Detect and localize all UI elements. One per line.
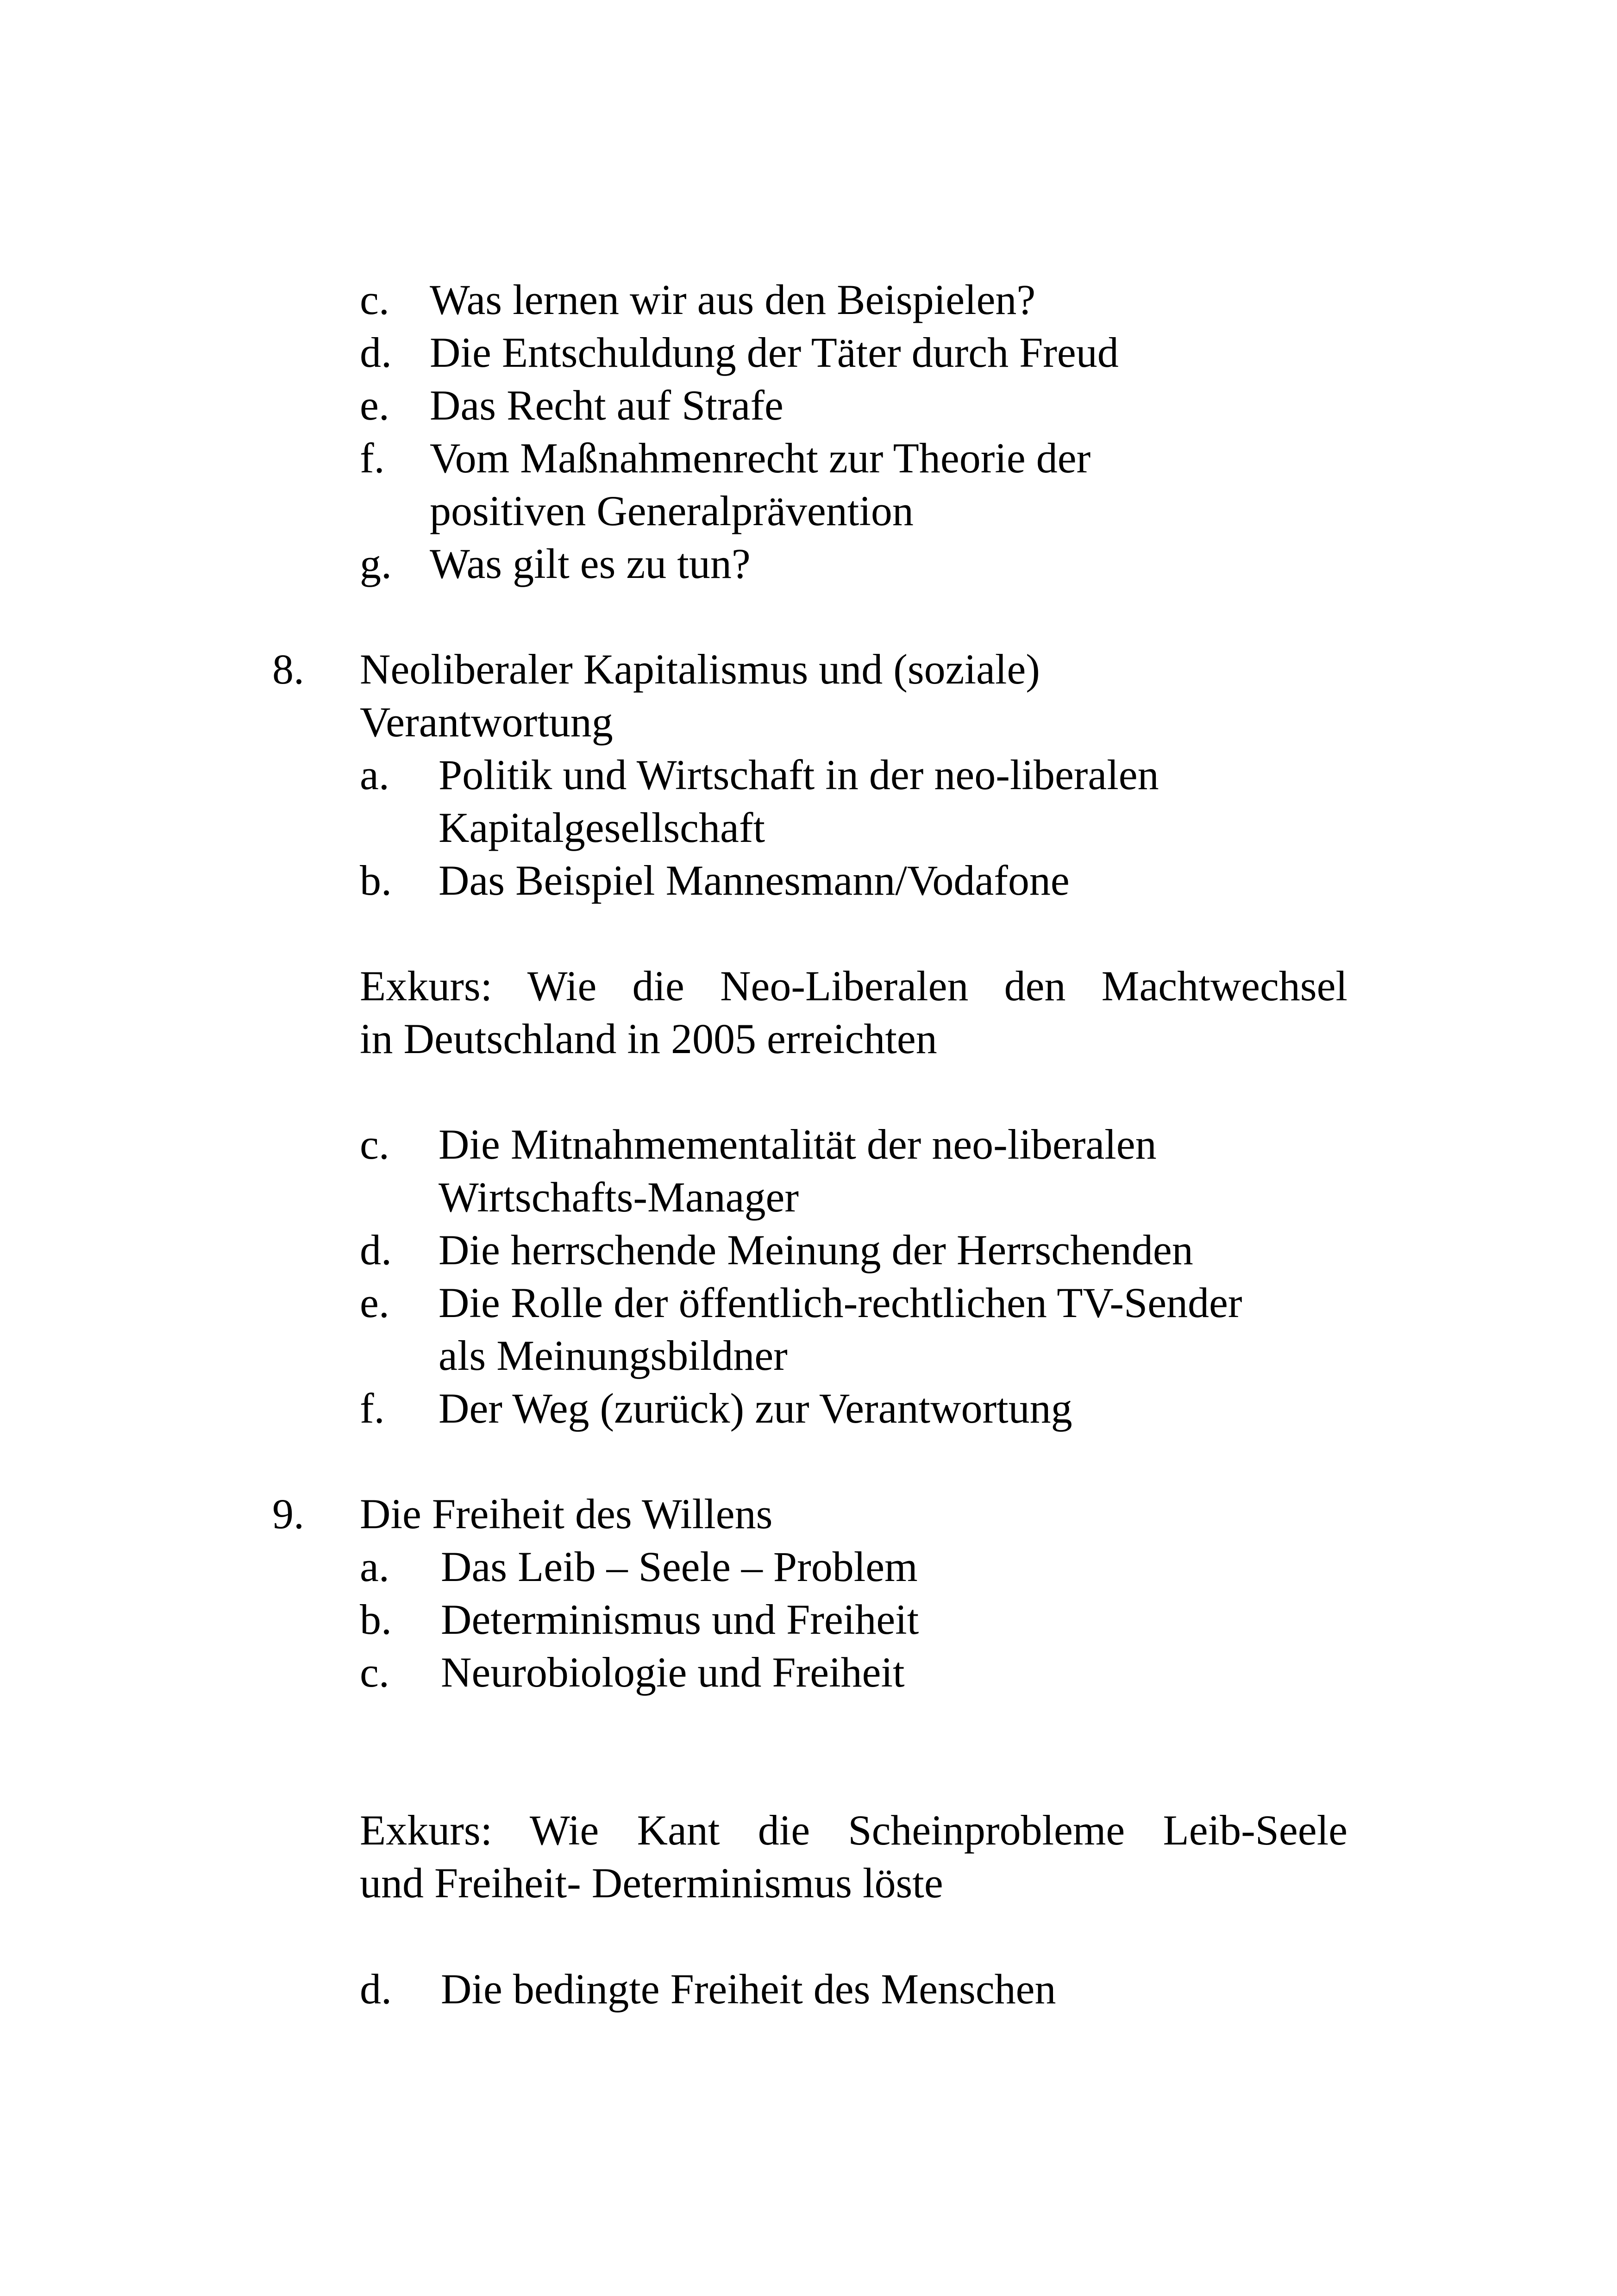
section-title: Neoliberaler Kapitalismus und (soziale) bbox=[360, 646, 1040, 693]
item-text: Neurobiologie und Freiheit bbox=[441, 1649, 905, 1696]
item-text: Der Weg (zurück) zur Verantwortung bbox=[439, 1385, 1072, 1432]
item-text: Die herrschende Meinung der Herrschenden bbox=[439, 1226, 1193, 1273]
item-marker: e. bbox=[360, 382, 389, 429]
item-marker: c. bbox=[360, 1649, 389, 1696]
item-text: positiven Generalprävention bbox=[430, 487, 914, 534]
item-marker: d. bbox=[360, 1226, 392, 1273]
exkurs-paragraph bbox=[360, 1804, 1348, 1909]
item-text: Wirtschafts-Manager bbox=[439, 1173, 799, 1221]
item-marker: c. bbox=[360, 276, 389, 323]
item-marker: f. bbox=[360, 434, 385, 482]
section-title: Die Freiheit des Willens bbox=[360, 1490, 773, 1537]
item-text: Die Rolle der öffentlich-rechtlichen TV-Sender bbox=[439, 1279, 1242, 1326]
item-marker: a. bbox=[360, 1543, 389, 1590]
exkurs-line: Exkurs: Wie die Neo-Liberalen den Machtwechsel bbox=[360, 962, 1348, 1010]
item-text: Das Beispiel Mannesmann/Vodafone bbox=[439, 857, 1070, 904]
item-marker: g. bbox=[360, 540, 392, 587]
item-text: Politik und Wirtschaft in der neo-liberalen bbox=[439, 751, 1159, 798]
section-number: 9. bbox=[272, 1490, 304, 1537]
item-text: Determinismus und Freiheit bbox=[441, 1596, 919, 1643]
item-marker: d. bbox=[360, 1965, 392, 2013]
section-title: Verantwortung bbox=[360, 698, 613, 746]
item-text: Das Leib – Seele – Problem bbox=[441, 1543, 918, 1590]
exkurs-line: und Freiheit- Determinismus löste bbox=[360, 1859, 943, 1907]
item-text: Die Entschuldung der Täter durch Freud bbox=[430, 329, 1119, 376]
item-marker: c. bbox=[360, 1121, 389, 1168]
exkurs-line: in Deutschland in 2005 erreichten bbox=[360, 1015, 937, 1062]
item-text: Vom Maßnahmenrecht zur Theorie der bbox=[430, 434, 1091, 482]
exkurs-line: Exkurs: Wie Kant die Scheinprobleme Leib-Seele bbox=[360, 1807, 1348, 1854]
item-text: als Meinungsbildner bbox=[439, 1332, 788, 1379]
item-text: Kapitalgesellschaft bbox=[439, 804, 765, 851]
item-text: Was gilt es zu tun? bbox=[430, 540, 751, 587]
item-marker: d. bbox=[360, 329, 392, 376]
item-text: Die Mitnahmementalität der neo-liberalen bbox=[439, 1121, 1157, 1168]
item-text: Die bedingte Freiheit des Menschen bbox=[441, 1965, 1056, 2013]
section-number: 8. bbox=[272, 646, 304, 693]
item-text: Das Recht auf Strafe bbox=[430, 382, 783, 429]
item-marker: b. bbox=[360, 1596, 392, 1643]
item-marker: e. bbox=[360, 1279, 389, 1326]
exkurs-paragraph bbox=[360, 960, 1348, 1065]
item-text: Was lernen wir aus den Beispielen? bbox=[430, 276, 1036, 323]
item-marker: b. bbox=[360, 857, 392, 904]
item-marker: a. bbox=[360, 751, 389, 798]
item-marker: f. bbox=[360, 1385, 385, 1432]
